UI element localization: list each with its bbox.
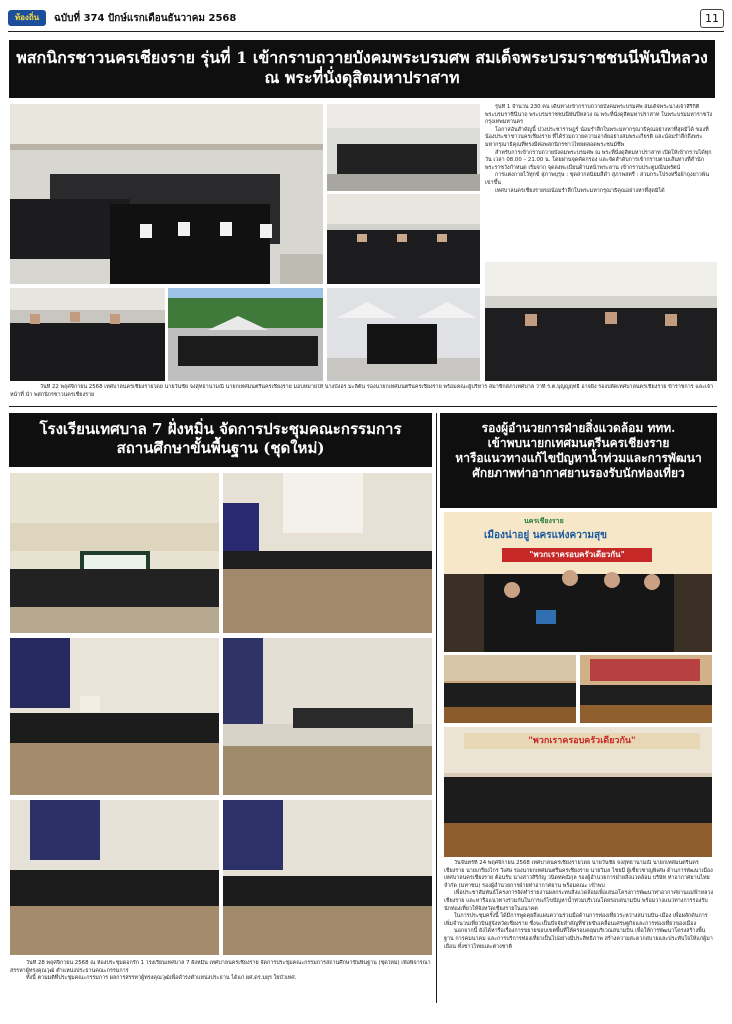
story1-paragraph: สำหรับการเข้ากราบถวายบังคมพระบรมศพ ณ พระที่นั่งดุสิตมหาปราสาท เปิดให้เข้ากราบได้ทุกวัน เวลา 08.00 – 21.00 น. โดยผ่านจุดคัดกรอง และจัดลำดับการเข้ากราบตามเส้นทางที่สำนักพระราชวังกำหนด เริ่มจาก จุดลงทะเบียนด้านหน้าพระลาน เข้ากราบประตูมณีนพรัตน์ — [485, 149, 712, 171]
story3-headline-line1: รองผู้อำนวยการฝ่ายสิ่งแวดล้อม ททท. — [481, 421, 676, 435]
photo-table — [444, 823, 712, 857]
story2-headline — [9, 413, 432, 467]
photo-outdoor-tents — [168, 288, 323, 381]
photo-meeting-screen — [10, 473, 219, 633]
backdrop-slogan: เมืองน่าอยู่ นครแห่งความสุข — [484, 530, 607, 541]
story1-caption: วันที่ 22 พฤศจิกายน 2568 เทศบาลนครเชียงรายโดย นายวันชัย จงสุทธานามณี นายกเทศมนตรีนครเชียงราย มอบหมายให้ นางบังอร มะลิต้น รองนายกเทศมนตรีนครเชียงราย พร้อมคณะผู้บริหาร สมาชิกสภาเทศบาล ว่าที่ ร.ต.บุญญฤทธิ์ อาจยิ่ง รองปลัดเทศบาลนครเชียงราย ข้าราชการ และเจ้าหน้าที่ นำ พสกนิกรชาวนครเชียงราย — [10, 384, 714, 398]
photo-group-seated — [327, 194, 480, 284]
story1-paragraph: เทศบาลนครเชียงรายขอน้อมรำลึกในพระมหากรุณาธิคุณอย่างหาที่สุดมิได้ — [495, 187, 665, 194]
section-divider — [9, 406, 717, 407]
story3-headline-line3: หารือแนวทางแก้ไขปัญหาน้ำท่วมและการพัฒนา — [455, 451, 702, 465]
photo-crowd-tent — [485, 262, 717, 381]
story2-caption-line: วันที่ 28 พฤศจิกายน 2568 ณ ห้องประชุมดอกรัก 1 โรงเรียนเทศบาล 7 ฝั่งหมิ่น เทศบาลนครเชียงราย จัดการประชุมคณะกรรมการสถานศึกษาขั้นพื้นฐาน (ชุดใหม่) เพื่อพิจารณาสรรหาผู้ทรงคุณวุฒิ ตำแหน่งประธานคณะกรรมการ — [10, 960, 431, 974]
backdrop-family-banner: "พวกเราครอบครัวเดียวกัน" — [502, 548, 652, 562]
backdrop-city-name: นครเชียงราย — [524, 517, 564, 525]
story3-article — [444, 860, 714, 1000]
photo-committee — [223, 638, 432, 795]
issue-line: ฉบับที่ 374 ปักษ์แรกเดือนธันวาคม 2568 — [54, 13, 237, 24]
story1-headline — [9, 40, 715, 98]
photo-backdrop — [444, 512, 712, 574]
person-head — [504, 582, 520, 598]
person-head — [604, 572, 620, 588]
person-head — [562, 570, 578, 586]
person-head — [644, 574, 660, 590]
photo-presenters — [10, 638, 219, 795]
story1-paragraph: รุ่นที่ 1 จำนวน 230 คน เดินทางเข้ากราบถวายบังคมพระบรมศพ สมเด็จพระนางเจ้าสิริกิติ์ พระบรมราชินีนาถ พระบรมราชชนนีพันปีหลวง ณ พระที่นั่งดุสิตมหาปราสาท ในพระบรมมหาราชวัง กรุงเทพมหานคร — [485, 104, 713, 126]
photo-meeting-room-right — [580, 655, 712, 723]
story3-headline-line4: ศักยภาพท่าอากาศยานรองรับนักท่องเที่ยว — [472, 466, 685, 480]
story1-article — [485, 104, 717, 260]
story3-headline — [440, 413, 717, 508]
story1-paragraph: โอกาสอันสำคัญนี้ ปวงประชาราษฎร์ น้อมรำลึกในพระมหากรุณาธิคุณอย่างหาที่สุดมิได้ ของที่น้องประชาชาวนครเชียงราย ที่ได้ร่วมถวายความอาลัยอย่างสมพระเกียรติ และน้อมรำลึกถึงพระมหากรุณาธิคุณที่ทรงมีต่อพสกนิกรชาวไทยตลอดพระชนม์ชีพ — [485, 126, 709, 148]
masthead — [8, 9, 724, 32]
souvenir-gift — [536, 610, 556, 624]
photo-committee-right — [223, 800, 432, 955]
photo-group-portrait — [10, 288, 165, 381]
photo-queue-hall — [327, 104, 480, 191]
story2-headline-line2: สถานศึกษาขั้นพื้นฐาน (ชุดใหม่) — [116, 438, 325, 457]
story3-paragraph: ในการประชุมครั้งนี้ ได้มีการพูดคุยถึงแผนความร่วมมือด้านการท่องเที่ยวระหว่างสนามบิน-เมือง เพื่อผลักดันการเพิ่มจำนวนเที่ยวบินสู่จังหวัดเชียงราย ซึ่งจะเป็นปัจจัยสำคัญที่ช่วยขับเคลื่อนเศรษฐกิจและการท่องเที่ยวของเมือง — [444, 913, 708, 927]
photo-crowd-hall — [10, 104, 323, 284]
column-divider — [436, 413, 437, 1003]
newspaper-logo: ท้องถิ่น — [8, 10, 46, 26]
story1-paragraph: การแต่งกายไว้ทุกข์ สุภาพบุรุษ : ชุดสากลนิยมสีดำ สุภาพสตรี : สวมกระโปรงหรือผ้าถุงยาวพ้นเข่าขึ้น — [485, 172, 710, 186]
story3-paragraph: เพื่อประชาสัมพันธ์โครงการจัดทำรายงานผลกระทบสิ่งแวดล้อมเพื่อเสนอโครงการพัฒนาท่าอากาศยานแม่ฟ้าหลวง เชียงราย และหารือแนวทางร่วมกันในการแก้ไขปัญหาน้ำท่วมบริเวณโดยรอบสนามบิน พร้อมวางแนวทางการรองรับนักท่องเที่ยวให้จังหวัดเชียงรายในอนาคต — [444, 890, 714, 912]
photo-discussion-table — [444, 727, 712, 857]
story3-headline-line2: เข้าพบนายกเทศมนตรีนครเชียงราย — [487, 436, 670, 450]
story1-headline-line1: พสกนิกรชาวนครเชียงราย รุ่นที่ 1 เข้ากราบถวายบังคมพระบรมศพ สมเด็จพระบรมราชชนนีพันปีหลวง — [16, 48, 708, 67]
photo-lineup-front — [327, 288, 480, 381]
photo-meeting-room-left — [444, 655, 576, 723]
story3-paragraph: นอกจากนี้ ยังได้หารือเรื่องการขยายขอบเขตพื้นที่ให้ครอบคลุมบริเวณสนามบิน เพื่อให้การพัฒนาโครงสร้างพื้นฐาน การคมนาคม และการบริการท่องเที่ยวเป็นไปอย่างมีประสิทธิภาพ สร้างความสะดวกสบายและประทับใจให้แก่ผู้มาเยือน ทั้งชาวไทยและต่างชาติ — [444, 928, 713, 950]
photo-people — [444, 777, 712, 823]
photo-committee-left — [10, 800, 219, 955]
page-number: 11 — [700, 9, 724, 28]
photo-meeting-table — [223, 473, 432, 633]
story2-caption-line: ทั้งนี้ ตามมติที่ประชุมคณะกรรมการ ผลการสรรหาผู้ทรงคุณวุฒิเพื่อดำรงตำแหน่งประธาน ได้แก่ ผศ.ดร.มยุร ใยบัวเทศ. — [26, 975, 297, 982]
photo-handshake — [444, 512, 712, 652]
story3-paragraph: วันจันทร์ที่ 24 พฤศจิกายน 2568 เทศบาลนครเชียงรายโดย นายวันชัย จงสุทธานามณี นายกเทศมนตรีนครเชียงราย นายเกรียงไกร วิเศษ รองนายกเทศมนตรีนครเชียงราย นายวิมล ไชยมี ผู้เชี่ยวชาญพิเศษ ด้านการพัฒนาเมือง เทศบาลนครเชียงราย ต้อนรับ นางสาวสิริกัญ วนิดทคณิกุล รองผู้อำนวยการฝ่ายสิ่งแวดล้อม บริษัท ท่าอากาศยานไทย จำกัด (มหาชน) รองผู้อำนวยการฝ่ายท่าอากาศยาน พร้อมคณะ เข้าพบ — [444, 860, 713, 889]
story2-caption — [10, 960, 433, 1000]
story2-headline-line1: โรงเรียนเทศบาล 7 ฝั่งหมิ่น จัดการประชุมคณะกรรมการ — [39, 420, 402, 438]
story1-headline-line2: ณ พระที่นั่งดุสิตมหาปราสาท — [264, 68, 460, 87]
backdrop-family-banner: "พวกเราครอบครัวเดียวกัน" — [464, 733, 700, 749]
